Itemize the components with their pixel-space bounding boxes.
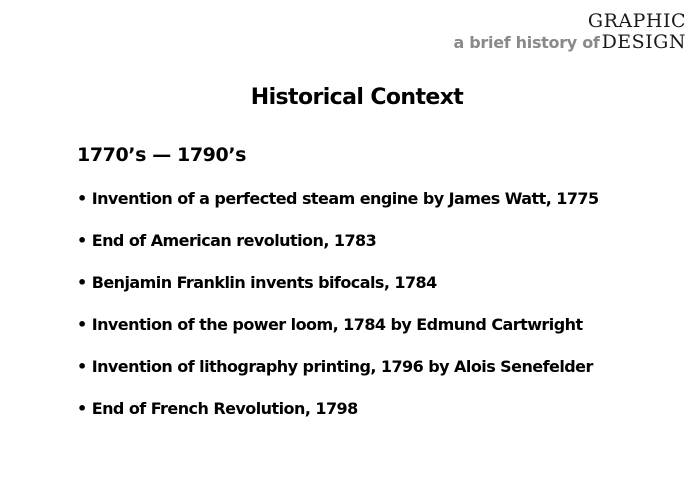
bullet-item	[77, 229, 677, 271]
brand-logo	[454, 12, 687, 52]
bullet-dot-icon: •	[77, 315, 87, 334]
bullet-dot-icon: •	[77, 273, 87, 292]
bullet-item	[77, 187, 677, 229]
bullet-text: Invention of the power loom, 1784 by Edmund Cartwright	[91, 315, 583, 334]
brand-subtitle: a brief history of	[453, 33, 600, 52]
section-heading: 1770’s — 1790’s	[77, 144, 247, 166]
bullet-dot-icon: •	[77, 357, 87, 376]
brand-bottom-line	[454, 33, 687, 52]
bullet-text: End of French Revolution, 1798	[91, 399, 358, 418]
slide-title: Historical Context	[250, 85, 464, 110]
bullet-text: Invention of lithography printing, 1796 by Alois Senefelder	[91, 357, 593, 376]
bullet-list	[77, 187, 677, 439]
bullet-text: Invention of a perfected steam engine by James Watt, 1775	[91, 189, 599, 208]
bullet-item	[77, 397, 677, 439]
bullet-dot-icon: •	[77, 399, 87, 418]
brand-design-word: DESIGN	[601, 31, 686, 53]
bullet-item	[77, 313, 677, 355]
brand-graphic-word: GRAPHIC	[587, 10, 686, 32]
bullet-dot-icon: •	[77, 189, 87, 208]
bullet-text: Benjamin Franklin invents bifocals, 1784	[91, 273, 437, 292]
bullet-text: End of American revolution, 1783	[91, 231, 377, 250]
bullet-dot-icon: •	[77, 231, 87, 250]
bullet-item	[77, 355, 677, 397]
bullet-item	[77, 271, 677, 313]
